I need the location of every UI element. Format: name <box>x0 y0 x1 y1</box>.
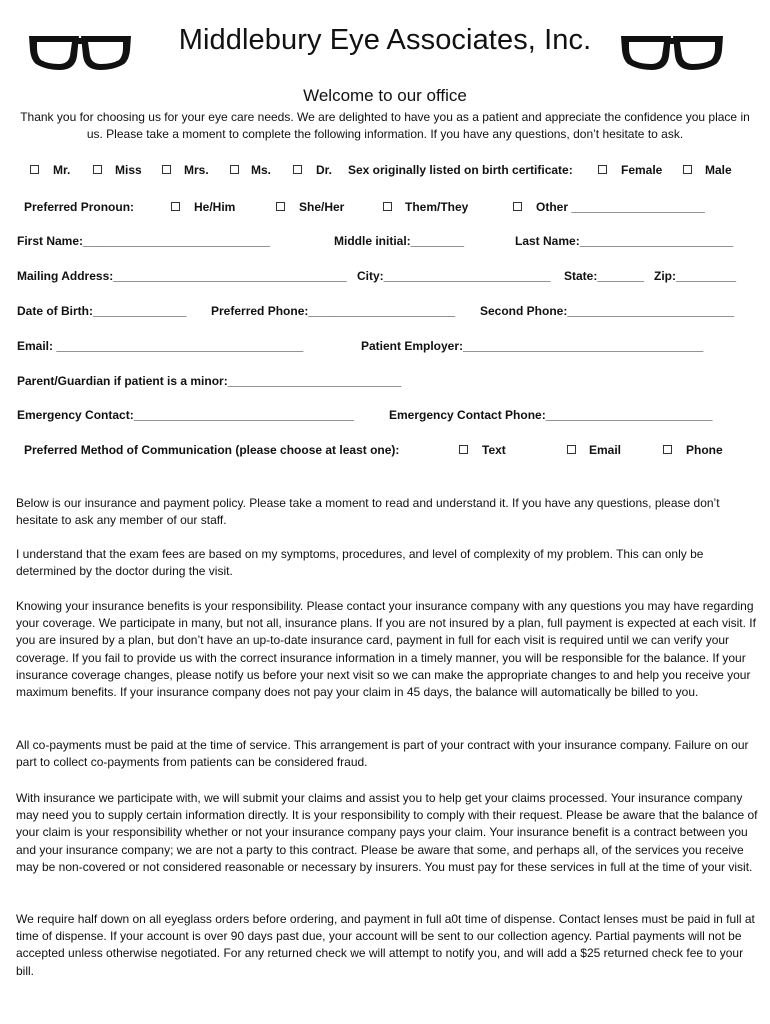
label-email: Email <box>589 443 622 457</box>
checkbox-icon[interactable] <box>171 202 180 211</box>
guardian-row <box>0 372 770 390</box>
checkbox-icon[interactable] <box>513 202 522 211</box>
checkbox-phone[interactable] <box>663 441 672 459</box>
checkbox-text[interactable] <box>459 441 468 459</box>
policy-paragraph: I understand that the exam fees are based on my symptoms, procedures, and level of complexity of my problem. This can only be determined by the doctor during the visit. <box>16 547 704 579</box>
checkbox-other[interactable] <box>513 198 522 216</box>
checkbox-email[interactable] <box>567 441 576 459</box>
communication-label: Preferred Method of Communication (please choose at least one): <box>24 443 400 457</box>
guardian-field[interactable]: Parent/Guardian if patient is a minor:__________________________ <box>17 374 402 388</box>
checkbox-icon[interactable] <box>293 165 302 174</box>
label-text: Text <box>482 443 506 457</box>
label-he-him: He/Him <box>194 200 236 214</box>
label-she-her: She/Her <box>299 200 345 214</box>
checkbox-she-her[interactable] <box>276 198 285 216</box>
pronoun-row <box>0 198 770 216</box>
second-phone-field[interactable]: Second Phone:_________________________ <box>480 304 735 318</box>
checkbox-icon[interactable] <box>459 445 468 454</box>
emergency-contact-field[interactable]: Emergency Contact:_________________________________ <box>17 408 354 422</box>
last-name-field[interactable]: Last Name:_______________________ <box>515 234 734 248</box>
dob-phone-row <box>0 302 770 320</box>
checkbox-ms[interactable] <box>230 161 239 179</box>
checkbox-miss[interactable] <box>93 161 102 179</box>
name-row <box>0 232 770 250</box>
page-title: Middlebury Eye Associates, Inc. <box>178 24 592 56</box>
policy-paragraph: We require half down on all eyeglass orders before ordering, and payment in full a0t time of dispense. Contact lenses must be paid in full at time of dispense. If your account is over 90 days past due, your account will be sent to our collection agency. Partial payments will not be accepted unless otherwise negotiated. For any returned check we will attempt to notify you, and will add a $25 returned check fee to your bill. <box>16 912 755 978</box>
checkbox-icon[interactable] <box>162 165 171 174</box>
welcome-heading: Welcome to our office <box>303 86 467 105</box>
other-pronoun-field[interactable]: Other ____________________ <box>536 200 705 214</box>
intro-text: Thank you for choosing us for your eye care needs. We are delighted to have you as a patient and appreciate the confidence you place in us. Please take a moment to complete the following information. If you have any questions, don’t hesitate to ask. <box>20 110 750 141</box>
email-field[interactable]: Email: _____________________________________ <box>17 339 304 353</box>
checkbox-icon[interactable] <box>276 202 285 211</box>
checkbox-icon[interactable] <box>598 165 607 174</box>
label-miss: Miss <box>115 163 142 177</box>
label-dr: Dr. <box>316 163 333 177</box>
email-employer-row <box>0 337 770 355</box>
middle-initial-field[interactable]: Middle initial:________ <box>334 234 465 248</box>
sex-label: Sex originally listed on birth certificate: <box>348 163 573 177</box>
label-male: Male <box>705 163 732 177</box>
salutation-row <box>0 161 770 179</box>
emergency-row <box>0 406 770 424</box>
checkbox-mr[interactable] <box>30 161 39 179</box>
address-row <box>0 267 770 285</box>
checkbox-male[interactable] <box>683 161 692 179</box>
checkbox-mrs[interactable] <box>162 161 171 179</box>
checkbox-icon[interactable] <box>30 165 39 174</box>
checkbox-icon[interactable] <box>663 445 672 454</box>
checkbox-them-they[interactable] <box>383 198 392 216</box>
checkbox-he-him[interactable] <box>171 198 180 216</box>
policy-paragraph: Knowing your insurance benefits is your responsibility. Please contact your insurance company with any questions you may have regarding your coverage. We participate in many, but not all, insurance plans. If you are not insured by a plan, full payment is expected at each visit. If you are insured by a plan, but don’t have an up-to-date insurance card, payment in full for each visit is required until we can verify your coverage. If you fail to provide us with the correct insurance information in a timely manner, you will be responsible for the balance. If your insurance coverage changes, please notify us before your next visit so we can make the appropriate changes to and help you receive your maximum benefits. If your insurance company does not pay your claim in 45 days, the balance will automatically be billed to you. <box>16 599 756 700</box>
policy-paragraph: Below is our insurance and payment policy. Please take a moment to read and understand it. If you have any questions, please don’t hesitate to ask any member of our staff. <box>16 496 720 528</box>
mailing-address-line: ___ <box>326 269 347 283</box>
first-name-field[interactable]: First Name:____________________________ <box>17 234 270 248</box>
state-field[interactable]: State:_______ <box>564 269 645 283</box>
label-mr: Mr. <box>53 163 71 177</box>
patient-employer-label: Patient Employer:_____________________________ <box>361 339 657 353</box>
checkbox-icon[interactable] <box>383 202 392 211</box>
label-female: Female <box>621 163 663 177</box>
pronoun-label: Preferred Pronoun: <box>24 200 135 214</box>
city-field[interactable]: City:_________________________ <box>357 269 551 283</box>
policy-paragraph: All co-payments must be paid at the time of service. This arrangement is part of your contract with your insurance company. Failure on our part to collect co-payments from patients can be considered fraud. <box>16 738 749 770</box>
label-phone: Phone <box>686 443 723 457</box>
dob-field[interactable]: Date of Birth:______________ <box>17 304 187 318</box>
label-ms: Ms. <box>251 163 272 177</box>
checkbox-dr[interactable] <box>293 161 302 179</box>
zip-field[interactable]: Zip:_________ <box>654 269 737 283</box>
checkbox-icon[interactable] <box>230 165 239 174</box>
patient-employer-field[interactable] <box>361 337 703 355</box>
checkbox-icon[interactable] <box>93 165 102 174</box>
checkbox-icon[interactable] <box>683 165 692 174</box>
eyeglasses-icon <box>618 30 726 74</box>
mailing-address-field[interactable] <box>17 267 347 285</box>
emergency-phone-field[interactable]: Emergency Contact Phone:_________________________ <box>389 408 713 422</box>
patient-employer-line: _______ <box>656 339 704 353</box>
label-mrs: Mrs. <box>184 163 209 177</box>
label-them-they: Them/They <box>405 200 469 214</box>
policy-paragraph: With insurance we participate with, we will submit your claims and assist you to help get your claims processed. Your insurance company may need you to supply certain information directly. It is your responsibility to comply with their request. Please be aware that the balance of your claim is your responsibility whether or not your insurance company pays your claim. Your insurance benefit is a contract between you and your insurance company; we are not a party to this contract. Please be aware that some, and perhaps all, of the services you receive may be non-covered or not considered reasonable or necessary by insurers. You must pay for these services in full at the time of your visit. <box>16 791 758 874</box>
preferred-phone-field[interactable]: Preferred Phone:______________________ <box>211 304 456 318</box>
communication-row <box>0 441 770 459</box>
mailing-address-label: Mailing Address:________________________________ <box>17 269 327 283</box>
checkbox-icon[interactable] <box>567 445 576 454</box>
checkbox-female[interactable] <box>598 161 607 179</box>
